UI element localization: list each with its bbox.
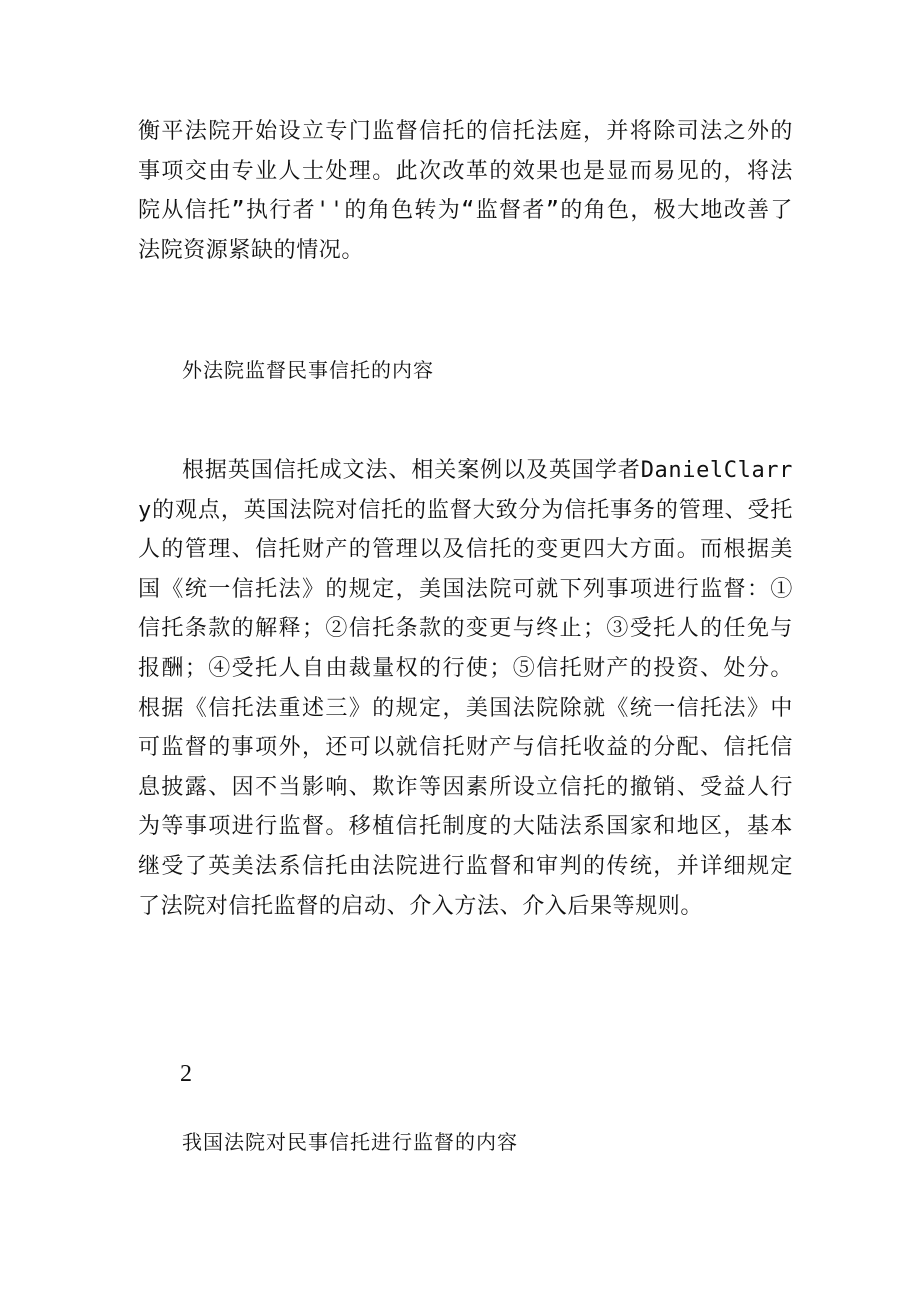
paragraph-foreign-supervision: 根据英国信托成文法、相关案例以及英国学者DanielClarry的观点，英国法院对信托的监督大致分为信托事务的管理、受托人的管理、信托财产的管理以及信托的变更四大方面。而根据美国《统一信托法》的规定，美国法院可就下列事项进行监督：①信托条款的解释；②信托条款的变更与终止；③受托人的任免与报酬；④受托人自由裁量权的行使；⑤信托财产的投资、处分。根据《信托法重述三》的规定，美国法院除就《统一信托法》中可监督的事项外，还可以就信托财产与信托收益的分配、信托信息披露、因不当影响、欺诈等因素所设立信托的撤销、受益人行为等事项进行监督。移植信托制度的大陆法系国家和地区，基本继受了英美法系信托由法院进行监督和审判的传统，并详细规定了法院对信托监督的启动、介入方法、介入后果等规则。: [138, 458, 793, 919]
section-number: 2: [180, 1061, 192, 1087]
section-heading-domestic-courts: 我国法院对民事信托进行监督的内容: [182, 1130, 518, 1154]
paragraph-court-reform: 衡平法院开始设立专门监督信托的信托法庭，并将除司法之外的事项交由专业人士处理。此次改革的效果也是显而易见的，将法院从信托”执行者''的角色转为“监督者”的角色，极大地改善了法院资源紧缺的情况。: [138, 119, 793, 263]
section-heading-foreign-courts: 外法院监督民事信托的内容: [182, 358, 434, 382]
